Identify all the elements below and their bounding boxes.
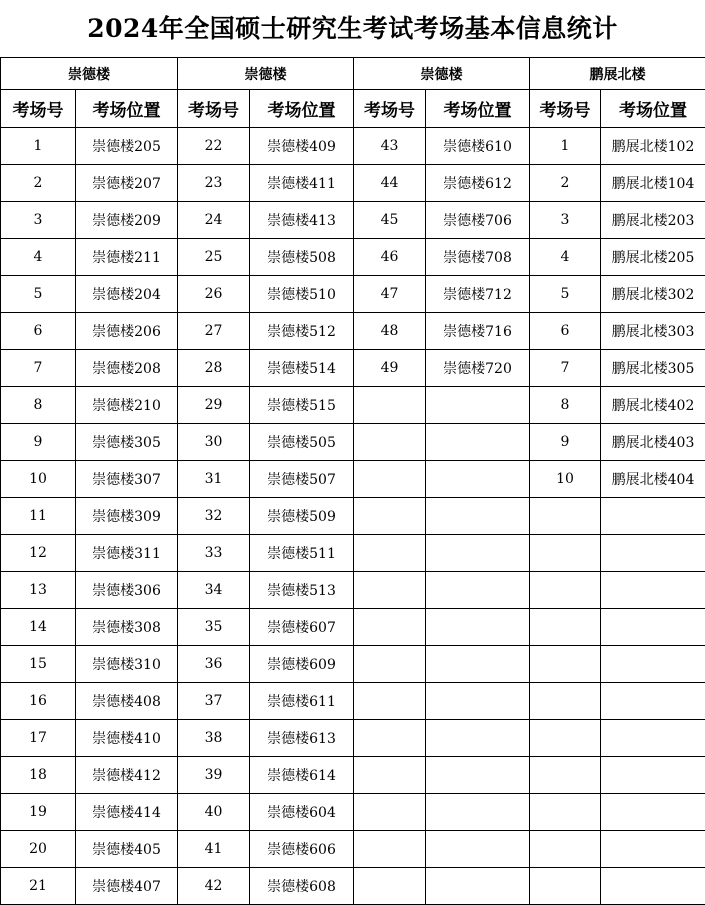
- room-location-cell: [426, 461, 530, 498]
- room-number-cell: 5: [1, 276, 76, 313]
- room-number-cell: 23: [178, 165, 250, 202]
- room-location-cell: 崇德楼209: [76, 202, 178, 239]
- table-row: [1, 498, 705, 535]
- room-location-cell: 崇德楼708: [426, 239, 530, 276]
- room-number-cell: 1: [1, 128, 76, 165]
- room-location-cell: 崇德楼310: [76, 646, 178, 683]
- room-number-cell: [530, 868, 601, 905]
- room-location-cell: 崇德楼712: [426, 276, 530, 313]
- room-number-cell: 20: [1, 831, 76, 868]
- room-number-cell: [354, 720, 426, 757]
- room-location-cell: 崇德楼205: [76, 128, 178, 165]
- table-row: [1, 646, 705, 683]
- room-location-cell: 崇德楼514: [250, 350, 354, 387]
- table-row: [1, 831, 705, 868]
- room-location-cell: [426, 572, 530, 609]
- room-number-cell: [530, 683, 601, 720]
- room-number-cell: 15: [1, 646, 76, 683]
- room-location-cell: [426, 683, 530, 720]
- room-number-cell: 3: [530, 202, 601, 239]
- room-number-cell: 6: [1, 313, 76, 350]
- room-number-cell: 33: [178, 535, 250, 572]
- room-location-cell: [426, 387, 530, 424]
- room-number-cell: 21: [1, 868, 76, 905]
- room-number-cell: 11: [1, 498, 76, 535]
- room-location-cell: 崇德楼611: [250, 683, 354, 720]
- room-location-cell: 崇德楼210: [76, 387, 178, 424]
- room-location-cell: 崇德楼306: [76, 572, 178, 609]
- room-number-cell: [354, 757, 426, 794]
- room-number-cell: 31: [178, 461, 250, 498]
- room-location-cell: 崇德楼508: [250, 239, 354, 276]
- room-location-cell: 崇德楼411: [250, 165, 354, 202]
- room-number-cell: [530, 572, 601, 609]
- room-number-cell: 8: [530, 387, 601, 424]
- table-row: [1, 720, 705, 757]
- room-number-cell: 41: [178, 831, 250, 868]
- room-location-cell: 崇德楼413: [250, 202, 354, 239]
- room-location-cell: 鹏展北楼203: [601, 202, 705, 239]
- room-location-cell: 崇德楼307: [76, 461, 178, 498]
- room-location-cell: 鹏展北楼305: [601, 350, 705, 387]
- column-header-room-location: 考场位置: [426, 90, 530, 128]
- room-location-cell: 崇德楼507: [250, 461, 354, 498]
- column-header-room-location: 考场位置: [76, 90, 178, 128]
- room-number-cell: [354, 461, 426, 498]
- column-header-room-number: 考场号: [1, 90, 76, 128]
- room-number-cell: 27: [178, 313, 250, 350]
- room-number-cell: 6: [530, 313, 601, 350]
- column-header-room-location: 考场位置: [250, 90, 354, 128]
- room-number-cell: [530, 794, 601, 831]
- room-location-cell: 鹏展北楼205: [601, 239, 705, 276]
- room-number-cell: 18: [1, 757, 76, 794]
- room-location-cell: 崇德楼414: [76, 794, 178, 831]
- table-row: [1, 313, 705, 350]
- room-number-cell: 40: [178, 794, 250, 831]
- room-location-cell: [601, 683, 705, 720]
- table-row: [1, 794, 705, 831]
- table-row: [1, 276, 705, 313]
- room-location-cell: 崇德楼612: [426, 165, 530, 202]
- room-number-cell: 44: [354, 165, 426, 202]
- room-location-cell: [426, 794, 530, 831]
- room-location-cell: 崇德楼305: [76, 424, 178, 461]
- room-location-cell: 崇德楼720: [426, 350, 530, 387]
- room-location-cell: 崇德楼308: [76, 609, 178, 646]
- room-number-cell: 10: [530, 461, 601, 498]
- room-number-cell: 48: [354, 313, 426, 350]
- table-row: [1, 757, 705, 794]
- room-number-cell: 32: [178, 498, 250, 535]
- room-location-cell: 崇德楼206: [76, 313, 178, 350]
- room-number-cell: 3: [1, 202, 76, 239]
- room-location-cell: [601, 498, 705, 535]
- room-number-cell: 4: [530, 239, 601, 276]
- table-body: [1, 128, 705, 905]
- table-row: [1, 424, 705, 461]
- room-location-cell: 鹏展北楼104: [601, 165, 705, 202]
- table-row: [1, 535, 705, 572]
- room-number-cell: 45: [354, 202, 426, 239]
- building-header: 崇德楼: [178, 58, 354, 90]
- room-location-cell: 崇德楼309: [76, 498, 178, 535]
- room-location-cell: [601, 646, 705, 683]
- room-location-cell: 崇德楼509: [250, 498, 354, 535]
- table-row: [1, 683, 705, 720]
- table-row: [1, 387, 705, 424]
- room-number-cell: 47: [354, 276, 426, 313]
- room-number-cell: [530, 535, 601, 572]
- room-location-cell: 鹏展北楼302: [601, 276, 705, 313]
- room-number-cell: 24: [178, 202, 250, 239]
- room-location-cell: 崇德楼614: [250, 757, 354, 794]
- room-location-cell: 鹏展北楼403: [601, 424, 705, 461]
- table-row: [1, 165, 705, 202]
- room-location-cell: 崇德楼609: [250, 646, 354, 683]
- room-number-cell: [530, 757, 601, 794]
- room-number-cell: [354, 572, 426, 609]
- room-number-cell: 17: [1, 720, 76, 757]
- room-number-cell: 7: [530, 350, 601, 387]
- room-number-cell: [530, 831, 601, 868]
- room-number-cell: [354, 794, 426, 831]
- room-location-cell: [426, 646, 530, 683]
- room-location-cell: [601, 720, 705, 757]
- room-location-cell: 鹏展北楼102: [601, 128, 705, 165]
- room-location-cell: 鹏展北楼402: [601, 387, 705, 424]
- room-location-cell: 崇德楼311: [76, 535, 178, 572]
- room-number-cell: 42: [178, 868, 250, 905]
- building-header: 鹏展北楼: [530, 58, 705, 90]
- room-location-cell: [601, 868, 705, 905]
- room-number-cell: 8: [1, 387, 76, 424]
- room-location-cell: 崇德楼410: [76, 720, 178, 757]
- room-number-cell: 35: [178, 609, 250, 646]
- column-header-room-number: 考场号: [530, 90, 601, 128]
- table-row: [1, 239, 705, 276]
- room-number-cell: 43: [354, 128, 426, 165]
- room-location-cell: 鹏展北楼404: [601, 461, 705, 498]
- room-location-cell: [601, 757, 705, 794]
- building-header: 崇德楼: [354, 58, 530, 90]
- table-row: [1, 572, 705, 609]
- room-location-cell: 崇德楼613: [250, 720, 354, 757]
- room-number-cell: [530, 498, 601, 535]
- table-row: [1, 868, 705, 905]
- room-location-cell: 崇德楼407: [76, 868, 178, 905]
- column-header-room-number: 考场号: [178, 90, 250, 128]
- room-location-cell: [426, 831, 530, 868]
- room-number-cell: 7: [1, 350, 76, 387]
- table-row: [1, 350, 705, 387]
- room-location-cell: [426, 609, 530, 646]
- room-number-cell: 37: [178, 683, 250, 720]
- table-row: [1, 609, 705, 646]
- room-location-cell: [601, 794, 705, 831]
- room-number-cell: [354, 831, 426, 868]
- room-number-cell: [530, 609, 601, 646]
- room-number-cell: 9: [530, 424, 601, 461]
- room-number-cell: 26: [178, 276, 250, 313]
- room-location-cell: 崇德楼408: [76, 683, 178, 720]
- room-number-cell: 36: [178, 646, 250, 683]
- room-number-cell: [354, 683, 426, 720]
- room-location-cell: 崇德楼706: [426, 202, 530, 239]
- column-header-row: [1, 90, 705, 128]
- room-location-cell: 崇德楼409: [250, 128, 354, 165]
- room-location-cell: 崇德楼412: [76, 757, 178, 794]
- room-number-cell: 19: [1, 794, 76, 831]
- table-row: [1, 128, 705, 165]
- table-row: [1, 461, 705, 498]
- room-number-cell: [354, 424, 426, 461]
- room-location-cell: 崇德楼610: [426, 128, 530, 165]
- room-number-cell: 29: [178, 387, 250, 424]
- room-location-cell: 崇德楼510: [250, 276, 354, 313]
- room-number-cell: 16: [1, 683, 76, 720]
- room-location-cell: [601, 609, 705, 646]
- exam-room-table: [0, 57, 705, 905]
- room-number-cell: 4: [1, 239, 76, 276]
- room-location-cell: 崇德楼405: [76, 831, 178, 868]
- room-number-cell: 2: [1, 165, 76, 202]
- room-number-cell: 2: [530, 165, 601, 202]
- room-location-cell: [601, 831, 705, 868]
- column-header-room-number: 考场号: [354, 90, 426, 128]
- room-number-cell: 13: [1, 572, 76, 609]
- room-number-cell: 28: [178, 350, 250, 387]
- room-location-cell: 崇德楼211: [76, 239, 178, 276]
- room-location-cell: 崇德楼604: [250, 794, 354, 831]
- building-header: 崇德楼: [1, 58, 178, 90]
- room-location-cell: 崇德楼207: [76, 165, 178, 202]
- room-location-cell: [601, 535, 705, 572]
- room-location-cell: 崇德楼513: [250, 572, 354, 609]
- room-number-cell: [354, 868, 426, 905]
- room-location-cell: [426, 535, 530, 572]
- room-number-cell: 34: [178, 572, 250, 609]
- table-row: [1, 202, 705, 239]
- room-location-cell: 崇德楼606: [250, 831, 354, 868]
- room-location-cell: 崇德楼511: [250, 535, 354, 572]
- room-number-cell: 10: [1, 461, 76, 498]
- room-location-cell: 崇德楼607: [250, 609, 354, 646]
- room-location-cell: 崇德楼608: [250, 868, 354, 905]
- room-location-cell: [426, 720, 530, 757]
- room-location-cell: [426, 424, 530, 461]
- room-number-cell: 9: [1, 424, 76, 461]
- room-number-cell: [354, 498, 426, 535]
- room-location-cell: 崇德楼512: [250, 313, 354, 350]
- room-number-cell: 38: [178, 720, 250, 757]
- room-number-cell: [354, 535, 426, 572]
- room-number-cell: [354, 609, 426, 646]
- room-number-cell: 14: [1, 609, 76, 646]
- room-number-cell: 49: [354, 350, 426, 387]
- room-location-cell: 鹏展北楼303: [601, 313, 705, 350]
- room-location-cell: 崇德楼204: [76, 276, 178, 313]
- building-header-row: [1, 58, 705, 90]
- room-number-cell: 5: [530, 276, 601, 313]
- room-number-cell: 30: [178, 424, 250, 461]
- room-location-cell: 崇德楼505: [250, 424, 354, 461]
- room-location-cell: [601, 572, 705, 609]
- page-title: 2024年全国硕士研究生考试考场基本信息统计: [0, 0, 705, 57]
- room-location-cell: [426, 498, 530, 535]
- room-location-cell: [426, 757, 530, 794]
- room-location-cell: 崇德楼515: [250, 387, 354, 424]
- room-number-cell: 1: [530, 128, 601, 165]
- room-number-cell: [530, 646, 601, 683]
- room-number-cell: 12: [1, 535, 76, 572]
- room-number-cell: 39: [178, 757, 250, 794]
- room-location-cell: [426, 868, 530, 905]
- column-header-room-location: 考场位置: [601, 90, 705, 128]
- room-number-cell: [354, 646, 426, 683]
- room-location-cell: 崇德楼716: [426, 313, 530, 350]
- room-number-cell: [354, 387, 426, 424]
- room-number-cell: 46: [354, 239, 426, 276]
- room-number-cell: 25: [178, 239, 250, 276]
- room-number-cell: [530, 720, 601, 757]
- room-location-cell: 崇德楼208: [76, 350, 178, 387]
- room-number-cell: 22: [178, 128, 250, 165]
